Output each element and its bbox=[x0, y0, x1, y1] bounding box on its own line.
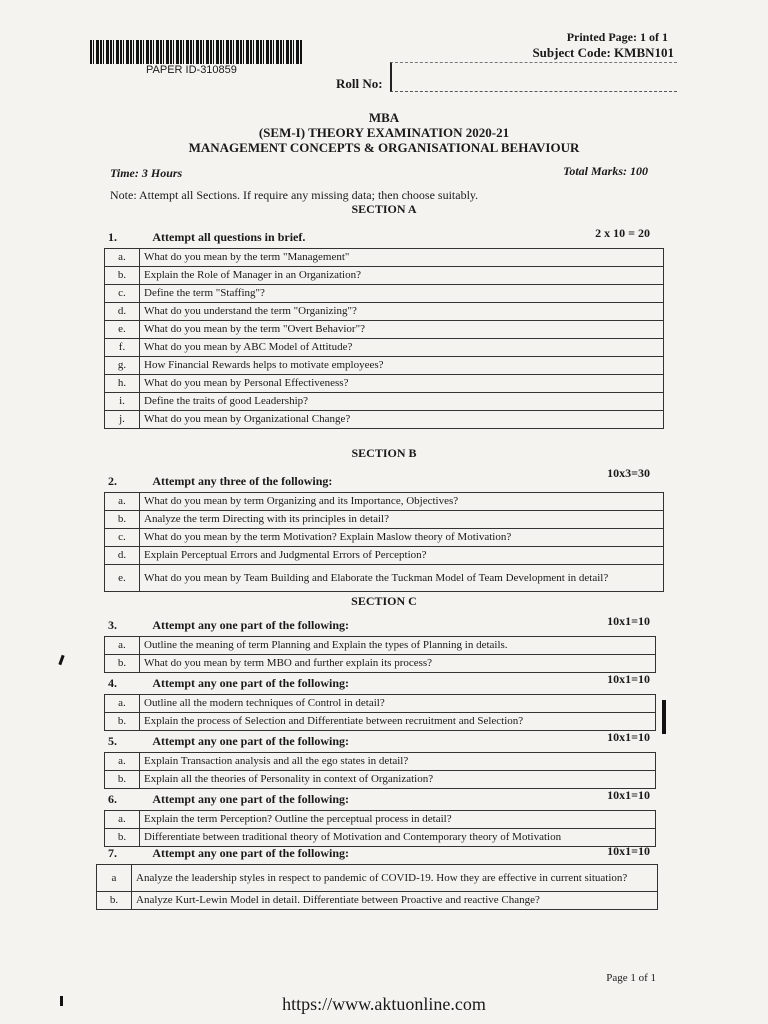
item-text: Explain Transaction analysis and all the ego states in detail? bbox=[140, 753, 656, 771]
item-text: How Financial Rewards helps to motivate employees? bbox=[140, 357, 664, 375]
question-marks: 10x1=10 bbox=[607, 672, 650, 686]
item-text: Explain Perceptual Errors and Judgmental Errors of Perception? bbox=[140, 547, 664, 565]
item-text: What do you mean by ABC Model of Attitude? bbox=[140, 339, 664, 357]
question-marks: 10x1=10 bbox=[607, 788, 650, 802]
table-row bbox=[97, 892, 658, 910]
table-row bbox=[105, 713, 656, 731]
item-label: c. bbox=[105, 529, 140, 547]
question-4-table bbox=[104, 694, 656, 731]
item-label: j. bbox=[105, 411, 140, 429]
table-row bbox=[105, 357, 664, 375]
section-a-table bbox=[104, 248, 664, 429]
table-row bbox=[105, 393, 664, 411]
section-c-title: SECTION C bbox=[351, 594, 417, 608]
item-text: Outline all the modern techniques of Control in detail? bbox=[140, 695, 656, 713]
question-instruction: Attempt any three of the following: bbox=[152, 474, 333, 488]
question-number: 4. bbox=[108, 676, 117, 690]
item-text: What do you mean by the term "Overt Behavior"? bbox=[140, 321, 664, 339]
item-text: Explain all the theories of Personality in context of Organization? bbox=[140, 771, 656, 789]
item-text: What do you mean by Team Building and Elaborate the Tuckman Model of Team Development in detail? bbox=[140, 565, 664, 592]
total-marks: Total Marks: 100 bbox=[563, 164, 648, 178]
table-row bbox=[105, 753, 656, 771]
question-instruction: Attempt all questions in brief. bbox=[152, 230, 306, 244]
page-number: Page 1 of 1 bbox=[606, 972, 656, 984]
question-instruction: Attempt any one part of the following: bbox=[152, 618, 349, 632]
barcode bbox=[90, 40, 302, 64]
question-marks: 10x1=10 bbox=[607, 614, 650, 628]
question-marks: 2 x 10 = 20 bbox=[595, 226, 650, 240]
item-text: Define the term "Staffing"? bbox=[140, 285, 664, 303]
printed-page: Printed Page: 1 of 1 bbox=[566, 30, 668, 44]
item-label: b. bbox=[105, 713, 140, 731]
program-title: MBA bbox=[368, 110, 400, 125]
table-row bbox=[105, 339, 664, 357]
item-label: b. bbox=[105, 829, 140, 847]
roll-no-label: Roll No: bbox=[336, 76, 383, 91]
item-text: What do you mean by term Organizing and its Importance, Objectives? bbox=[140, 493, 664, 511]
question-5-table bbox=[104, 752, 656, 789]
table-row bbox=[105, 303, 664, 321]
item-label: g. bbox=[105, 357, 140, 375]
item-text: Outline the meaning of term Planning and Explain the types of Planning in details. bbox=[140, 637, 656, 655]
item-label: b. bbox=[105, 771, 140, 789]
question-header bbox=[108, 846, 349, 861]
item-text: Analyze the term Directing with its principles in detail? bbox=[140, 511, 664, 529]
item-label: e. bbox=[105, 321, 140, 339]
paper-id: PAPER ID-310859 bbox=[146, 64, 237, 76]
table-row bbox=[105, 411, 664, 429]
question-instruction: Attempt any one part of the following: bbox=[152, 734, 349, 748]
item-label: b. bbox=[97, 892, 132, 910]
question-number: 2. bbox=[108, 474, 117, 488]
exam-title: (SEM-I) THEORY EXAMINATION 2020-21 bbox=[258, 125, 510, 140]
item-label: a. bbox=[105, 753, 140, 771]
table-row bbox=[105, 375, 664, 393]
question-number: 5. bbox=[108, 734, 117, 748]
item-label: d. bbox=[105, 303, 140, 321]
item-text: What do you mean by term MBO and further explain its process? bbox=[140, 655, 656, 673]
item-text: What do you understand the term "Organizing"? bbox=[140, 303, 664, 321]
footer-url[interactable]: https://www.aktuonline.com bbox=[282, 994, 486, 1014]
question-number: 7. bbox=[108, 846, 117, 860]
table-row bbox=[105, 511, 664, 529]
table-row bbox=[105, 771, 656, 789]
question-number: 6. bbox=[108, 792, 117, 806]
section-b-title: SECTION B bbox=[351, 446, 417, 460]
scan-mark bbox=[662, 700, 666, 734]
question-number: 1. bbox=[108, 230, 117, 244]
item-label: f. bbox=[105, 339, 140, 357]
item-label: d. bbox=[105, 547, 140, 565]
question-6-table bbox=[104, 810, 656, 847]
item-text: Differentiate between traditional theory of Motivation and Contemporary theory of Motivation bbox=[140, 829, 656, 847]
item-label: e. bbox=[105, 565, 140, 592]
item-label: a. bbox=[105, 249, 140, 267]
item-text: What do you mean by Personal Effectiveness? bbox=[140, 375, 664, 393]
time-label: Time: 3 Hours bbox=[110, 166, 183, 180]
question-instruction: Attempt any one part of the following: bbox=[152, 676, 349, 690]
question-header bbox=[108, 792, 349, 807]
item-text: Analyze Kurt-Lewin Model in detail. Differentiate between Proactive and reactive Change? bbox=[132, 892, 658, 910]
table-row bbox=[105, 695, 656, 713]
item-text: What do you mean by the term "Management" bbox=[140, 249, 664, 267]
table-row bbox=[105, 565, 664, 592]
item-text: Define the traits of good Leadership? bbox=[140, 393, 664, 411]
item-text: What do you mean by Organizational Change? bbox=[140, 411, 664, 429]
question-header bbox=[108, 474, 332, 489]
item-text: Explain the Role of Manager in an Organization? bbox=[140, 267, 664, 285]
note-text: Note: Attempt all Sections. If require any missing data; then choose suitably. bbox=[110, 188, 479, 202]
question-header bbox=[108, 230, 305, 245]
table-row bbox=[105, 267, 664, 285]
question-header bbox=[108, 734, 349, 749]
item-label: a. bbox=[105, 811, 140, 829]
roll-no-box[interactable] bbox=[390, 62, 677, 92]
table-row bbox=[105, 655, 656, 673]
question-number: 3. bbox=[108, 618, 117, 632]
section-a-title: SECTION A bbox=[351, 202, 417, 216]
table-row bbox=[105, 493, 664, 511]
table-row bbox=[105, 637, 656, 655]
question-3-table bbox=[104, 636, 656, 673]
item-label: i. bbox=[105, 393, 140, 411]
question-instruction: Attempt any one part of the following: bbox=[152, 792, 349, 806]
section-b-table bbox=[104, 492, 664, 592]
question-marks: 10x3=30 bbox=[607, 466, 650, 480]
item-text: Analyze the leadership styles in respect to pandemic of COVID-19. How they are effective in current situation? bbox=[132, 865, 658, 892]
course-title: MANAGEMENT CONCEPTS & ORGANISATIONAL BEHAVIOUR bbox=[188, 140, 580, 155]
table-row bbox=[97, 865, 658, 892]
item-label: a. bbox=[105, 493, 140, 511]
question-instruction: Attempt any one part of the following: bbox=[152, 846, 349, 860]
item-text: What do you mean by the term Motivation? Explain Maslow theory of Motivation? bbox=[140, 529, 664, 547]
table-row bbox=[105, 829, 656, 847]
table-row bbox=[105, 321, 664, 339]
item-label: b. bbox=[105, 511, 140, 529]
table-row bbox=[105, 249, 664, 267]
subject-code: Subject Code: KMBN101 bbox=[532, 45, 674, 60]
question-7-table bbox=[96, 864, 658, 910]
item-label: a. bbox=[105, 695, 140, 713]
item-label: b. bbox=[105, 267, 140, 285]
item-label: h. bbox=[105, 375, 140, 393]
question-header bbox=[108, 618, 349, 633]
question-marks: 10x1=10 bbox=[607, 844, 650, 858]
table-row bbox=[105, 285, 664, 303]
item-label: b. bbox=[105, 655, 140, 673]
item-label: c. bbox=[105, 285, 140, 303]
table-row bbox=[105, 547, 664, 565]
table-row bbox=[105, 811, 656, 829]
question-header bbox=[108, 676, 349, 691]
scan-mark bbox=[58, 655, 64, 665]
item-text: Explain the term Perception? Outline the perceptual process in detail? bbox=[140, 811, 656, 829]
question-marks: 10x1=10 bbox=[607, 730, 650, 744]
item-label: a. bbox=[105, 637, 140, 655]
table-row bbox=[105, 529, 664, 547]
item-label: a bbox=[97, 865, 132, 892]
item-text: Explain the process of Selection and Differentiate between recruitment and Selection? bbox=[140, 713, 656, 731]
